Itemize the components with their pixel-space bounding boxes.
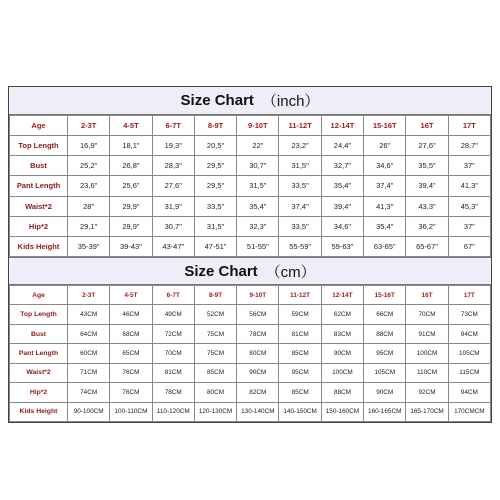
size-chart-sheet: [8, 86, 492, 423]
measurement-cell: 41,3": [364, 196, 406, 216]
table-row: [10, 344, 491, 363]
measurement-cell: 91CM: [406, 324, 448, 343]
measurement-cell: 94CM: [448, 383, 490, 402]
row-label: Bust: [10, 324, 68, 343]
header-size-cell: 16T: [406, 116, 448, 136]
measurement-cell: 88CM: [364, 324, 406, 343]
measurement-cell: 27,6": [152, 176, 194, 196]
measurement-cell: 55-59": [279, 236, 321, 256]
measurement-cell: 74CM: [68, 383, 110, 402]
measurement-cell: 36,2": [406, 216, 448, 236]
measurement-cell: 33,5": [279, 216, 321, 236]
measurement-cell: 115CM: [448, 363, 490, 382]
measurement-cell: 29,5": [194, 156, 236, 176]
measurement-cell: 31,5": [237, 176, 279, 196]
cm-chart-unit: （cm）: [265, 263, 316, 281]
table-row: [10, 383, 491, 402]
measurement-cell: 39,4": [406, 176, 448, 196]
measurement-cell: 67": [448, 236, 490, 256]
measurement-cell: 100CM: [406, 344, 448, 363]
table-header-row: [10, 286, 491, 305]
measurement-cell: 95CM: [364, 344, 406, 363]
row-label: Kids Height: [10, 236, 68, 256]
measurement-cell: 35,5": [406, 156, 448, 176]
measurement-cell: 92CM: [406, 383, 448, 402]
measurement-cell: 19,3": [152, 136, 194, 156]
table-row: [10, 136, 491, 156]
cm-size-table: [9, 285, 491, 422]
row-label: Hip*2: [10, 216, 68, 236]
table-row: [10, 402, 491, 421]
measurement-cell: 16,9": [68, 136, 110, 156]
measurement-cell: 81CM: [279, 324, 321, 343]
measurement-cell: 39-43": [110, 236, 152, 256]
measurement-cell: 110-120CM: [152, 402, 194, 421]
header-size-cell: 6-7T: [152, 286, 194, 305]
measurement-cell: 45,3": [448, 196, 490, 216]
measurement-cell: 35,4": [237, 196, 279, 216]
table-row: [10, 216, 491, 236]
header-size-cell: 2-3T: [68, 286, 110, 305]
row-label: Pant Length: [10, 344, 68, 363]
measurement-cell: 59-63": [321, 236, 363, 256]
cm-chart-title-text: Size Chart: [184, 262, 258, 280]
measurement-cell: 110CM: [406, 363, 448, 382]
measurement-cell: 34,6": [364, 156, 406, 176]
row-label: Waist*2: [10, 363, 68, 382]
measurement-cell: 120-130CM: [194, 402, 236, 421]
measurement-cell: 35,4": [364, 216, 406, 236]
header-size-cell: 15-16T: [364, 286, 406, 305]
measurement-cell: 29,9": [110, 216, 152, 236]
header-size-cell: 8-9T: [194, 116, 236, 136]
measurement-cell: 165-170CM: [406, 402, 448, 421]
measurement-cell: 80CM: [237, 344, 279, 363]
row-label: Bust: [10, 156, 68, 176]
measurement-cell: 65-67": [406, 236, 448, 256]
measurement-cell: 49CM: [152, 305, 194, 324]
measurement-cell: 23,6": [68, 176, 110, 196]
measurement-cell: 62CM: [321, 305, 363, 324]
measurement-cell: 29,5": [194, 176, 236, 196]
measurement-cell: 20,5": [194, 136, 236, 156]
header-size-cell: 4-5T: [110, 116, 152, 136]
row-label: Kids Height: [10, 402, 68, 421]
measurement-cell: 28": [68, 196, 110, 216]
header-age-label: Age: [10, 116, 68, 136]
measurement-cell: 59CM: [279, 305, 321, 324]
measurement-cell: 63-65": [364, 236, 406, 256]
measurement-cell: 24,4": [321, 136, 363, 156]
measurement-cell: 32,3": [237, 216, 279, 236]
table-row: [10, 196, 491, 216]
measurement-cell: 66CM: [364, 305, 406, 324]
measurement-cell: 85CM: [279, 344, 321, 363]
header-size-cell: 9-10T: [237, 116, 279, 136]
measurement-cell: 31,5": [279, 156, 321, 176]
table-header-row: [10, 116, 491, 136]
measurement-cell: 71CM: [68, 363, 110, 382]
measurement-cell: 23,2": [279, 136, 321, 156]
measurement-cell: 150-160CM: [321, 402, 363, 421]
table-row: [10, 363, 491, 382]
measurement-cell: 26": [364, 136, 406, 156]
cm-chart-title: [9, 257, 491, 285]
measurement-cell: 75CM: [194, 344, 236, 363]
measurement-cell: 90CM: [237, 363, 279, 382]
inch-chart-title-text: Size Chart: [180, 92, 254, 109]
measurement-cell: 65CM: [110, 344, 152, 363]
measurement-cell: 37,4": [279, 196, 321, 216]
measurement-cell: 28,3": [152, 156, 194, 176]
measurement-cell: 35-39": [68, 236, 110, 256]
row-label: Waist*2: [10, 196, 68, 216]
header-size-cell: 4-5T: [110, 286, 152, 305]
measurement-cell: 29,1": [68, 216, 110, 236]
measurement-cell: 78CM: [237, 324, 279, 343]
measurement-cell: 80CM: [194, 383, 236, 402]
measurement-cell: 37": [448, 216, 490, 236]
measurement-cell: 170CMCM: [448, 402, 490, 421]
measurement-cell: 88CM: [321, 383, 363, 402]
measurement-cell: 37": [448, 156, 490, 176]
measurement-cell: 47-51": [194, 236, 236, 256]
measurement-cell: 90-100CM: [68, 402, 110, 421]
measurement-cell: 60CM: [68, 344, 110, 363]
measurement-cell: 160-165CM: [364, 402, 406, 421]
measurement-cell: 43-47": [152, 236, 194, 256]
measurement-cell: 28,7": [448, 136, 490, 156]
measurement-cell: 29,9": [110, 196, 152, 216]
measurement-cell: 130-140CM: [237, 402, 279, 421]
measurement-cell: 37,4": [364, 176, 406, 196]
measurement-cell: 30,7": [152, 216, 194, 236]
header-size-cell: 2-3T: [68, 116, 110, 136]
inch-chart-unit: （inch）: [261, 93, 320, 110]
measurement-cell: 94CM: [448, 324, 490, 343]
measurement-cell: 73CM: [448, 305, 490, 324]
header-size-cell: 12-14T: [321, 286, 363, 305]
measurement-cell: 43,3": [406, 196, 448, 216]
measurement-cell: 26,8": [110, 156, 152, 176]
measurement-cell: 56CM: [237, 305, 279, 324]
measurement-cell: 85CM: [279, 383, 321, 402]
table-row: [10, 236, 491, 256]
measurement-cell: 76CM: [110, 363, 152, 382]
measurement-cell: 95CM: [279, 363, 321, 382]
measurement-cell: 78CM: [152, 383, 194, 402]
measurement-cell: 39,4": [321, 196, 363, 216]
measurement-cell: 27,6": [406, 136, 448, 156]
measurement-cell: 46CM: [110, 305, 152, 324]
table-row: [10, 324, 491, 343]
measurement-cell: 90CM: [364, 383, 406, 402]
table-row: [10, 305, 491, 324]
measurement-cell: 22": [237, 136, 279, 156]
inch-chart-title: [9, 87, 491, 115]
row-label: Pant Length: [10, 176, 68, 196]
measurement-cell: 82CM: [237, 383, 279, 402]
measurement-cell: 25,6": [110, 176, 152, 196]
measurement-cell: 70CM: [406, 305, 448, 324]
measurement-cell: 25,2": [68, 156, 110, 176]
table-row: [10, 176, 491, 196]
row-label: Top Length: [10, 305, 68, 324]
measurement-cell: 18,1": [110, 136, 152, 156]
measurement-cell: 64CM: [68, 324, 110, 343]
measurement-cell: 83CM: [321, 324, 363, 343]
measurement-cell: 41,3": [448, 176, 490, 196]
measurement-cell: 105CM: [364, 363, 406, 382]
measurement-cell: 100-110CM: [110, 402, 152, 421]
measurement-cell: 33,5": [194, 196, 236, 216]
row-label: Top Length: [10, 136, 68, 156]
measurement-cell: 140-150CM: [279, 402, 321, 421]
row-label: Hip*2: [10, 383, 68, 402]
measurement-cell: 81CM: [152, 363, 194, 382]
header-size-cell: 8-9T: [194, 286, 236, 305]
measurement-cell: 34,6": [321, 216, 363, 236]
header-size-cell: 16T: [406, 286, 448, 305]
measurement-cell: 33,5": [279, 176, 321, 196]
measurement-cell: 68CM: [110, 324, 152, 343]
header-size-cell: 15-16T: [364, 116, 406, 136]
header-size-cell: 17T: [448, 116, 490, 136]
header-size-cell: 11-12T: [279, 286, 321, 305]
header-size-cell: 6-7T: [152, 116, 194, 136]
header-size-cell: 17T: [448, 286, 490, 305]
measurement-cell: 75CM: [194, 324, 236, 343]
measurement-cell: 32,7": [321, 156, 363, 176]
measurement-cell: 51-55": [237, 236, 279, 256]
measurement-cell: 52CM: [194, 305, 236, 324]
header-age-label: Age: [10, 286, 68, 305]
measurement-cell: 90CM: [321, 344, 363, 363]
measurement-cell: 85CM: [194, 363, 236, 382]
table-row: [10, 156, 491, 176]
inch-size-table: [9, 115, 491, 257]
header-size-cell: 12-14T: [321, 116, 363, 136]
measurement-cell: 105CM: [448, 344, 490, 363]
measurement-cell: 72CM: [152, 324, 194, 343]
measurement-cell: 70CM: [152, 344, 194, 363]
measurement-cell: 100CM: [321, 363, 363, 382]
measurement-cell: 43CM: [68, 305, 110, 324]
measurement-cell: 31,5": [194, 216, 236, 236]
measurement-cell: 30,7": [237, 156, 279, 176]
measurement-cell: 35,4": [321, 176, 363, 196]
measurement-cell: 76CM: [110, 383, 152, 402]
header-size-cell: 11-12T: [279, 116, 321, 136]
header-size-cell: 9-10T: [237, 286, 279, 305]
measurement-cell: 31,9": [152, 196, 194, 216]
